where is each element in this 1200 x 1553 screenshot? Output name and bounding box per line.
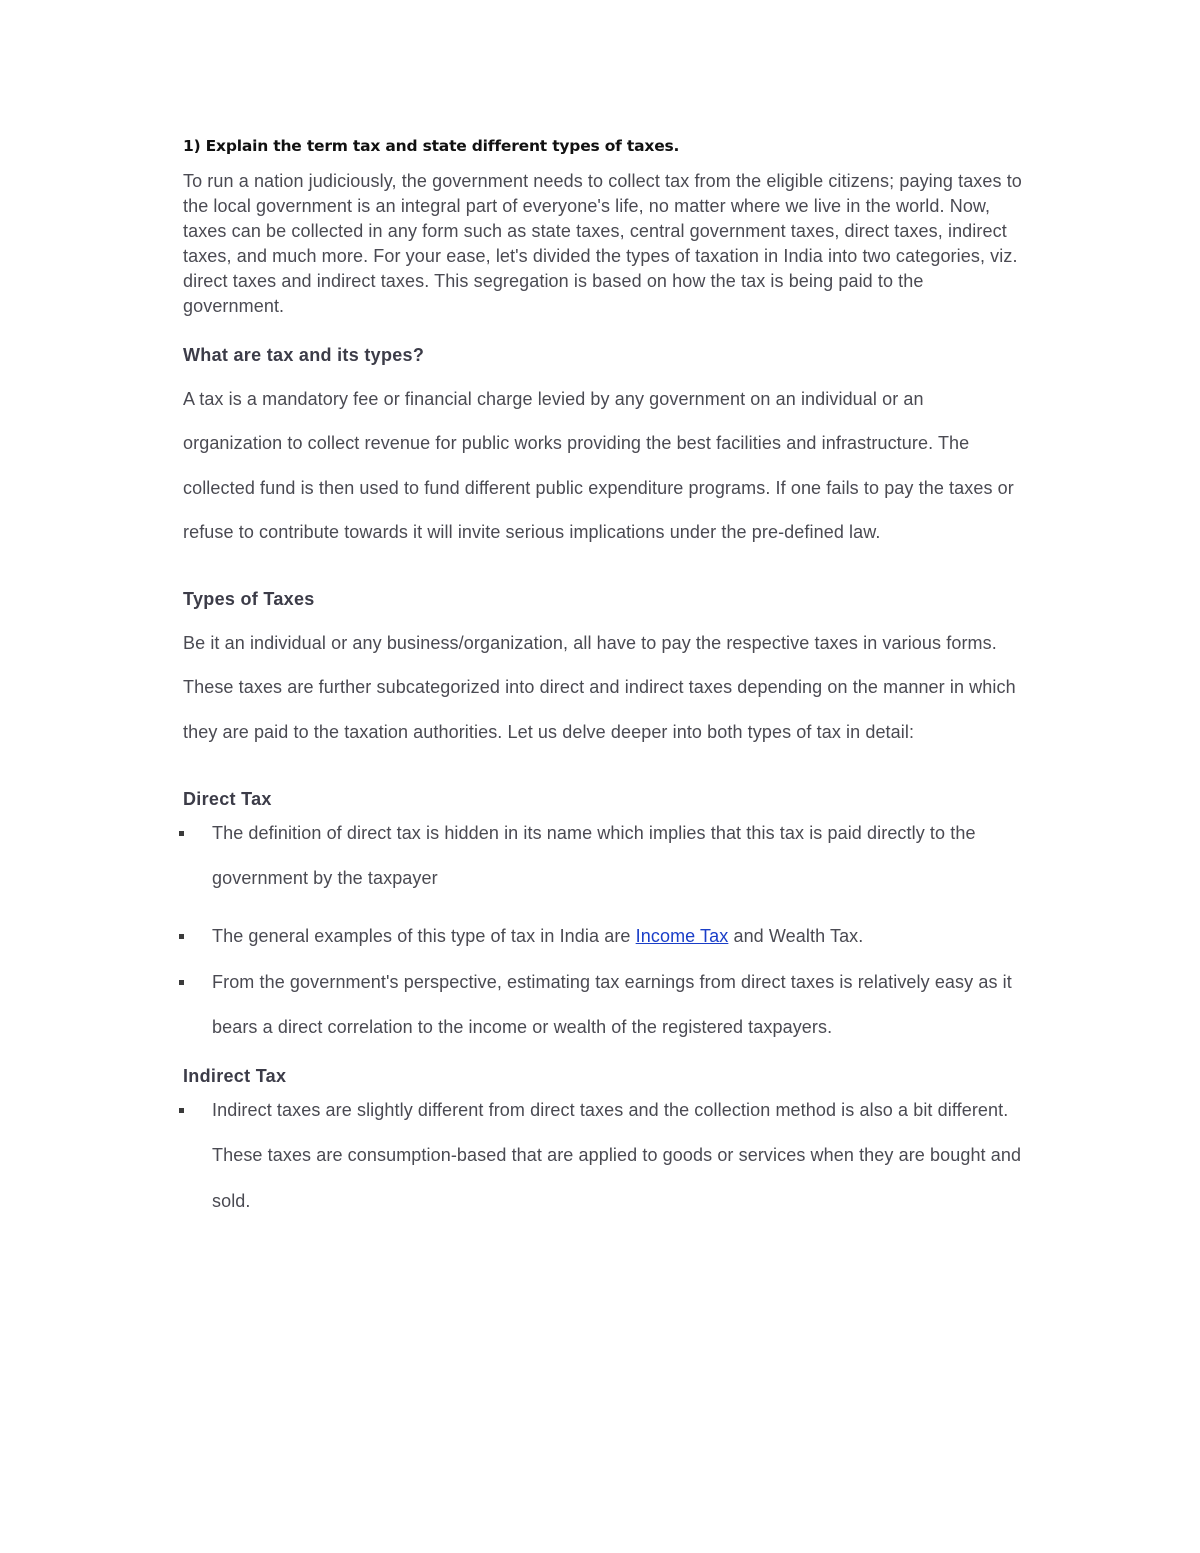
paragraph-tax-definition: A tax is a mandatory fee or financial charge levied by any government on an individual or an organization to collect revenue for public works providing the best facilities and infrastructure. The collected fund is then used to fund different public expenditure programs. If one fails to pay the taxes or refuse to contribute towards it will invite serious implications under the pre-defined law.: [183, 389, 1014, 542]
indirect-tax-list: [183, 1088, 1023, 1224]
intro-paragraph: To run a nation judiciously, the government needs to collect tax from the eligible citizens; paying taxes to the local government is an integral part of everyone's life, no matter where we live in the world. Now, taxes can be collected in any form such as state taxes, central government taxes, direct taxes, indirect taxes, and much more. For your ease, let's divided the types of taxation in India into two categories, viz. direct taxes and indirect taxes. This segregation is based on how the tax is being paid to the government.: [183, 171, 1022, 316]
paragraph-types-of-taxes: Be it an individual or any business/organization, all have to pay the respective taxes in various forms. These taxes are further subcategorized into direct and indirect taxes depending on the manner in which they are paid to the taxation authorities. Let us delve deeper into both types of tax in detail:: [183, 633, 1016, 742]
list-item-text: The general examples of this type of tax in India are: [212, 926, 636, 947]
direct-tax-list: [183, 811, 1023, 1050]
heading-indirect-tax: Indirect Tax: [183, 1066, 287, 1087]
income-tax-link[interactable]: Income Tax: [635, 926, 729, 947]
list-item-text: The definition of direct tax is hidden in its name which implies that this tax is paid directly to the government by the taxpayer: [212, 823, 976, 889]
heading-what-are-tax: What are tax and its types?: [183, 345, 425, 365]
list-item: [183, 960, 1023, 1050]
list-item: [183, 811, 1023, 901]
heading-direct-tax: Direct Tax: [183, 789, 272, 810]
list-item: [183, 1088, 1023, 1224]
question-title: 1) Explain the term tax and state different types of taxes.: [183, 137, 680, 155]
square-bullet-icon: [179, 980, 184, 985]
square-bullet-icon: [179, 831, 184, 836]
list-item-text-after: and Wealth Tax.: [728, 926, 864, 947]
list-item: [183, 914, 1023, 959]
square-bullet-icon: [179, 1108, 184, 1113]
list-item-text: Indirect taxes are slightly different from direct taxes and the collection method is also a bit different. These taxes are consumption-based that are applied to goods or services when they are bought and sold.: [212, 1100, 1022, 1211]
heading-types-of-taxes: Types of Taxes: [183, 589, 315, 610]
square-bullet-icon: [179, 934, 184, 939]
document-content: [183, 133, 1023, 1224]
list-item-text: From the government's perspective, estimating tax earnings from direct taxes is relatively easy as it bears a direct correlation to the income or wealth of the registered taxpayers.: [212, 971, 1012, 1037]
